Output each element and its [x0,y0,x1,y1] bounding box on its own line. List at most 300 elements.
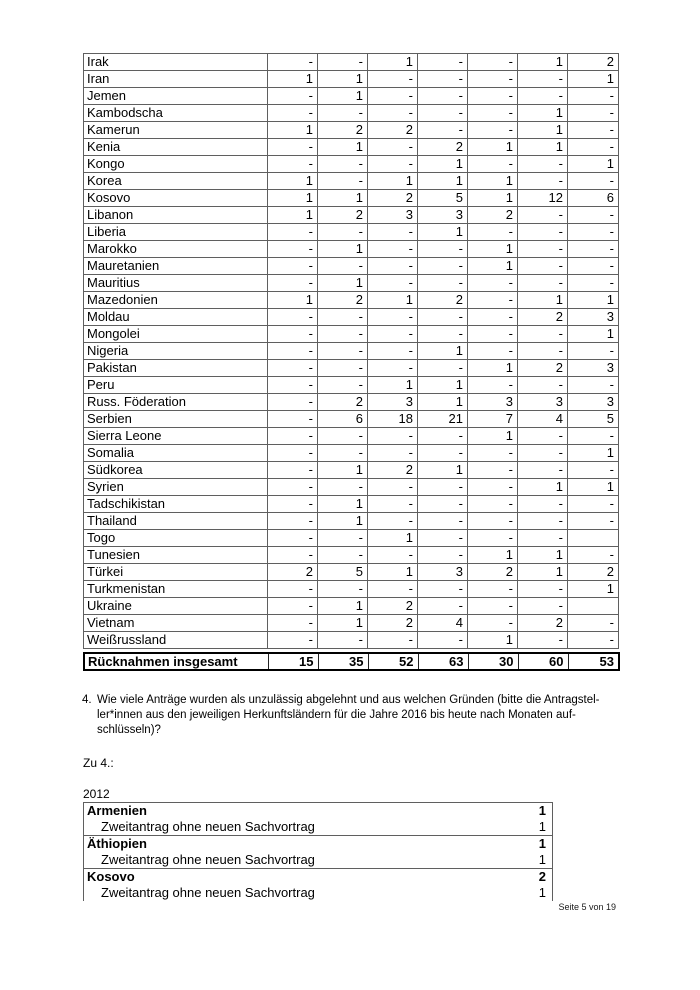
count-cell: 4 [418,615,468,632]
count-cell: 2 [368,122,418,139]
count-cell: 2 [418,292,468,309]
question-text [97,693,627,738]
count-cell: 6 [568,190,619,207]
count-cell: - [568,139,619,156]
question-number: 4. [82,694,92,706]
count-cell: - [418,581,468,598]
count-cell [568,598,619,615]
count-cell: 1 [418,343,468,360]
count-cell: 1 [418,462,468,479]
count-cell: 1 [468,258,518,275]
count-cell: - [318,224,368,241]
count-cell: - [518,496,568,513]
count-cell: 1 [368,530,418,547]
count-cell: - [368,547,418,564]
country-name-cell: Somalia [84,445,268,462]
count-cell: 1 [518,547,568,564]
count-cell: - [568,462,619,479]
count-cell: - [518,224,568,241]
count-cell: - [268,479,318,496]
country-row [84,71,619,88]
country-row [84,122,619,139]
country-row [84,513,619,530]
country-row [84,530,619,547]
count-cell: - [418,598,468,615]
country-row [84,88,619,105]
detail-country-total-cell: 1 [492,836,552,853]
count-cell: - [568,547,619,564]
count-cell: - [518,581,568,598]
count-cell: 1 [268,173,318,190]
count-cell: - [368,326,418,343]
count-cell: 3 [418,207,468,224]
count-cell: - [268,156,318,173]
count-cell: 1 [318,462,368,479]
count-cell: - [368,309,418,326]
count-cell: 1 [318,88,368,105]
detail-country-row [84,869,553,886]
count-cell: 18 [368,411,418,428]
count-cell: - [418,479,468,496]
count-cell: - [468,343,518,360]
count-cell: 3 [368,394,418,411]
count-cell: - [518,173,568,190]
count-cell: - [318,309,368,326]
detail-country-cell: Armenien [84,803,493,820]
detail-reason-cell: Zweitantrag ohne neuen Sachvortrag [101,852,315,867]
count-cell: 1 [318,496,368,513]
count-cell: 3 [568,394,619,411]
answer-label: Zu 4.: [83,756,114,770]
count-cell: - [268,88,318,105]
country-name-cell: Serbien [84,411,268,428]
count-cell: - [468,496,518,513]
count-cell: - [518,428,568,445]
count-cell: - [468,530,518,547]
country-row [84,598,619,615]
total-value-cell: 52 [368,653,418,670]
country-name-cell: Kenia [84,139,268,156]
count-cell: - [368,360,418,377]
count-cell: - [318,343,368,360]
country-name-cell: Mauritius [84,275,268,292]
count-cell: 1 [368,377,418,394]
count-cell [568,530,619,547]
country-name-cell: Irak [84,54,268,71]
count-cell: 1 [518,105,568,122]
count-cell: - [568,88,619,105]
count-cell: - [468,309,518,326]
count-cell: - [518,598,568,615]
count-cell: 21 [418,411,468,428]
count-cell: 1 [418,173,468,190]
count-cell: 1 [368,54,418,71]
count-cell: 1 [568,71,619,88]
count-cell: - [468,513,518,530]
count-cell: - [518,241,568,258]
count-cell: - [368,275,418,292]
count-cell: - [268,326,318,343]
readmissions-by-country-table [83,53,619,649]
count-cell: 5 [418,190,468,207]
count-cell: - [568,632,619,649]
country-name-cell: Jemen [84,88,268,105]
country-row [84,564,619,581]
count-cell: - [268,275,318,292]
count-cell: 1 [318,241,368,258]
country-row [84,156,619,173]
count-cell: - [468,615,518,632]
country-row [84,173,619,190]
count-cell: - [368,258,418,275]
detail-reason-row [84,819,553,836]
count-cell: 1 [268,207,318,224]
count-cell: 1 [468,139,518,156]
count-cell: - [518,258,568,275]
count-cell: - [318,632,368,649]
count-cell: 2 [368,462,418,479]
count-cell: - [268,428,318,445]
count-cell: - [518,156,568,173]
detail-reason-value-cell: 1 [538,885,546,900]
count-cell: - [368,139,418,156]
total-value-cell: 53 [568,653,619,670]
count-cell: - [318,445,368,462]
count-cell: - [268,139,318,156]
count-cell: - [518,632,568,649]
count-cell: 12 [518,190,568,207]
count-cell: - [468,581,518,598]
country-row [84,394,619,411]
country-name-cell: Korea [84,173,268,190]
total-row-table [83,652,620,671]
count-cell: - [518,462,568,479]
count-cell: - [568,122,619,139]
count-cell: - [318,360,368,377]
count-cell: 1 [518,564,568,581]
country-name-cell: Turkmenistan [84,581,268,598]
count-cell: - [268,360,318,377]
count-cell: - [518,326,568,343]
country-name-cell: Kosovo [84,190,268,207]
count-cell: - [468,54,518,71]
count-cell: - [268,547,318,564]
count-cell: - [268,258,318,275]
count-cell: - [418,428,468,445]
count-cell: - [268,615,318,632]
detail-country-total-cell: 1 [492,803,552,820]
count-cell: 1 [518,122,568,139]
detail-country-cell: Kosovo [84,869,493,886]
count-cell: - [318,54,368,71]
detail-table-body [84,803,553,902]
count-cell: - [468,122,518,139]
count-cell: - [268,496,318,513]
country-row [84,190,619,207]
count-cell: - [268,224,318,241]
detail-reason-row [84,852,553,869]
country-row [84,462,619,479]
count-cell: - [418,547,468,564]
count-cell: - [518,513,568,530]
country-row [84,224,619,241]
count-cell: - [368,224,418,241]
count-cell: 1 [418,394,468,411]
count-cell: 1 [568,156,619,173]
count-cell: - [518,530,568,547]
count-cell: - [468,224,518,241]
detail-reason-row [84,885,553,901]
total-value-cell: 35 [318,653,368,670]
count-cell: - [318,377,368,394]
country-row [84,139,619,156]
count-cell: - [268,598,318,615]
count-cell: 1 [418,224,468,241]
country-name-cell: Ukraine [84,598,268,615]
total-value-cell: 30 [468,653,518,670]
country-name-cell: Russ. Föderation [84,394,268,411]
country-name-cell: Libanon [84,207,268,224]
count-cell: - [318,173,368,190]
question-line: ler*innen aus den jeweiligen Herkunftsländern für die Jahre 2016 bis heute nach Monaten auf- [97,709,576,721]
total-value-cell: 60 [518,653,568,670]
country-row [84,292,619,309]
count-cell: 5 [568,411,619,428]
count-cell: 1 [318,598,368,615]
count-cell: 1 [318,139,368,156]
count-cell: - [418,122,468,139]
count-cell: - [568,513,619,530]
count-cell: 2 [468,564,518,581]
count-cell: - [268,581,318,598]
detail-country-cell: Äthiopien [84,836,493,853]
count-cell: - [368,156,418,173]
count-cell: - [518,343,568,360]
count-cell: 2 [518,360,568,377]
count-cell: 2 [318,122,368,139]
count-cell: 3 [418,564,468,581]
count-cell: 1 [518,139,568,156]
total-label-cell: Rücknahmen insgesamt [84,653,268,670]
count-cell: - [568,224,619,241]
count-cell: - [418,71,468,88]
count-cell: 2 [268,564,318,581]
country-name-cell: Togo [84,530,268,547]
count-cell: 7 [468,411,518,428]
country-row [84,105,619,122]
country-name-cell: Thailand [84,513,268,530]
count-cell: 1 [468,173,518,190]
count-cell: - [468,156,518,173]
count-cell: - [568,377,619,394]
count-cell: - [468,71,518,88]
count-cell: 6 [318,411,368,428]
count-cell: 1 [468,428,518,445]
count-cell: 1 [318,615,368,632]
count-cell: - [418,309,468,326]
count-cell: - [568,258,619,275]
count-cell: - [268,632,318,649]
detail-country-row [84,836,553,853]
detail-reason-value-cell: 1 [538,852,546,867]
count-cell: 2 [468,207,518,224]
count-cell: 1 [368,564,418,581]
country-row [84,275,619,292]
country-row [84,54,619,71]
country-row [84,479,619,496]
rejection-reasons-table [83,802,553,901]
count-cell: - [268,530,318,547]
count-cell: - [318,547,368,564]
count-cell: - [468,105,518,122]
country-name-cell: Vietnam [84,615,268,632]
count-cell: - [418,258,468,275]
country-row [84,241,619,258]
country-name-cell: Mongolei [84,326,268,343]
count-cell: - [518,71,568,88]
count-cell: 1 [518,479,568,496]
country-name-cell: Syrien [84,479,268,496]
count-cell: - [268,105,318,122]
count-cell: - [518,207,568,224]
count-cell: - [418,496,468,513]
count-cell: 1 [568,445,619,462]
country-row [84,309,619,326]
count-cell: - [318,156,368,173]
count-cell: 2 [318,394,368,411]
country-row [84,428,619,445]
count-cell: - [518,445,568,462]
country-name-cell: Nigeria [84,343,268,360]
count-cell: - [418,326,468,343]
count-cell: - [468,462,518,479]
question-4 [82,693,627,738]
count-cell: - [368,581,418,598]
count-cell: - [468,598,518,615]
count-cell: 1 [468,632,518,649]
count-cell: 2 [518,309,568,326]
country-table-body [84,54,619,649]
count-cell: - [418,105,468,122]
page-footer: Seite 5 von 19 [558,902,616,912]
count-cell: - [418,360,468,377]
count-cell: 1 [268,122,318,139]
count-cell: 1 [318,190,368,207]
count-cell: - [318,326,368,343]
country-name-cell: Türkei [84,564,268,581]
country-row [84,258,619,275]
count-cell: 2 [568,564,619,581]
country-row [84,207,619,224]
country-name-cell: Südkorea [84,462,268,479]
count-cell: - [368,513,418,530]
count-cell: - [418,445,468,462]
count-cell: - [468,292,518,309]
count-cell: 1 [568,581,619,598]
count-cell: 1 [368,292,418,309]
count-cell: - [368,479,418,496]
count-cell: 1 [568,326,619,343]
count-cell: 1 [518,292,568,309]
count-cell: - [268,394,318,411]
country-name-cell: Marokko [84,241,268,258]
count-cell: - [468,88,518,105]
count-cell: - [418,88,468,105]
count-cell: - [318,428,368,445]
count-cell: 1 [468,547,518,564]
count-cell: - [368,428,418,445]
country-name-cell: Weißrussland [84,632,268,649]
total-value-cell: 15 [268,653,318,670]
country-name-cell: Sierra Leone [84,428,268,445]
count-cell: - [568,615,619,632]
country-name-cell: Mazedonien [84,292,268,309]
count-cell: - [318,530,368,547]
count-cell: 2 [368,190,418,207]
count-cell: - [368,241,418,258]
count-cell: - [568,343,619,360]
count-cell: 3 [518,394,568,411]
count-cell: - [268,309,318,326]
count-cell: 3 [368,207,418,224]
count-cell: 1 [318,275,368,292]
count-cell: 1 [318,513,368,530]
country-name-cell: Moldau [84,309,268,326]
year-label: 2012 [83,787,110,801]
count-cell: - [568,105,619,122]
country-row [84,632,619,649]
count-cell: - [568,207,619,224]
detail-reason-cell: Zweitantrag ohne neuen Sachvortrag [101,819,315,834]
count-cell: - [468,326,518,343]
count-cell: 1 [568,479,619,496]
country-row [84,411,619,428]
count-cell: 1 [268,190,318,207]
count-cell: - [418,54,468,71]
detail-reason-value-cell: 1 [538,819,546,834]
count-cell: - [368,445,418,462]
count-cell: 1 [418,156,468,173]
count-cell: 2 [318,292,368,309]
country-row [84,547,619,564]
country-name-cell: Kamerun [84,122,268,139]
count-cell: - [568,275,619,292]
country-row [84,615,619,632]
count-cell: 1 [268,292,318,309]
detail-reason-cell: Zweitantrag ohne neuen Sachvortrag [101,885,315,900]
count-cell: - [268,377,318,394]
count-cell: 2 [368,615,418,632]
country-row [84,581,619,598]
count-cell: - [318,258,368,275]
count-cell: - [268,462,318,479]
country-name-cell: Tadschikistan [84,496,268,513]
count-cell: 1 [468,190,518,207]
country-name-cell: Kongo [84,156,268,173]
count-cell: - [418,513,468,530]
country-row [84,326,619,343]
count-cell: 2 [418,139,468,156]
count-cell: 1 [368,173,418,190]
count-cell: - [268,513,318,530]
count-cell: - [568,241,619,258]
count-cell: - [418,275,468,292]
count-cell: - [368,71,418,88]
count-cell: 1 [268,71,318,88]
count-cell: - [468,275,518,292]
count-cell: - [518,377,568,394]
count-cell: - [268,445,318,462]
